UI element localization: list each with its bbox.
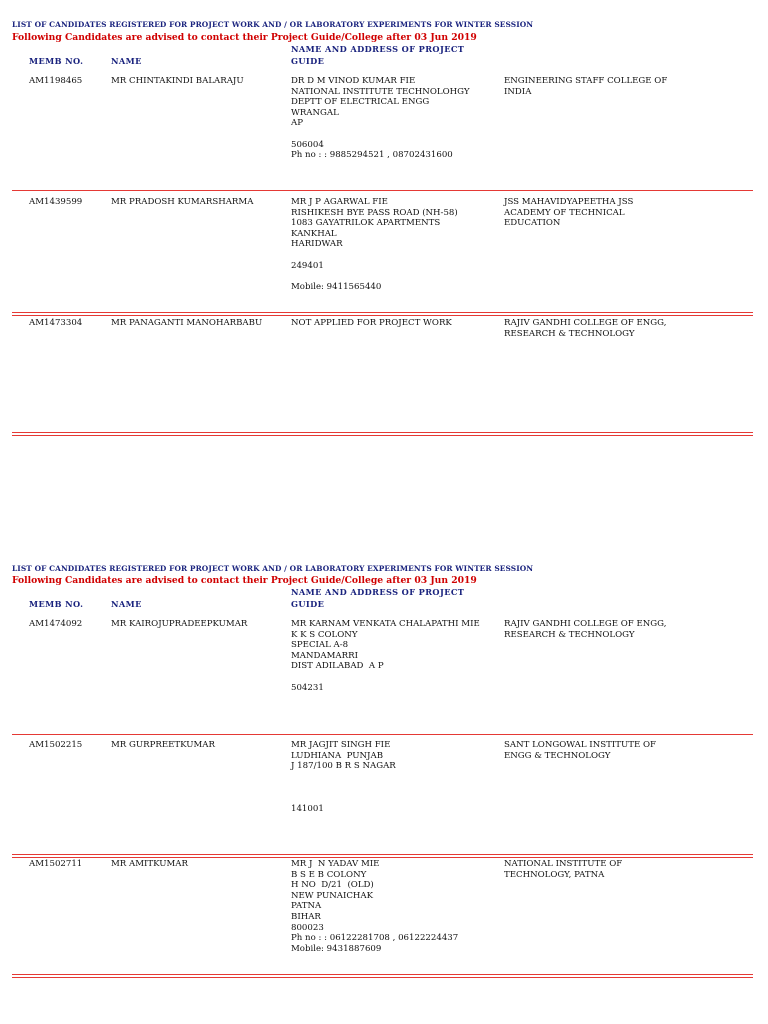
guide-address-line: MR J P AGARWAL FIE	[291, 197, 388, 207]
guide-address-line	[291, 793, 396, 804]
guide-address-line	[291, 271, 458, 282]
guide-address	[291, 76, 470, 161]
college-name	[504, 76, 667, 97]
list-title: LIST OF CANDIDATES REGISTERED FOR PROJECT WORK AND / OR LABORATORY EXPERIMENTS FOR WINTER SESSION	[12, 564, 534, 573]
college-line: RESEARCH & TECHNOLOGY	[504, 629, 635, 640]
column-header-memb-no: MEMB NO.	[29, 599, 84, 609]
guide-address-line: 141001	[291, 803, 324, 814]
column-header-memb-no: MEMB NO.	[29, 56, 84, 66]
guide-address-line: WRANGAL	[291, 107, 339, 118]
college-line: ENGINEERING STAFF COLLEGE OF	[504, 76, 668, 86]
guide-address-line	[291, 129, 470, 140]
college-line: RESEARCH & TECHNOLOGY	[504, 328, 635, 339]
guide-address-line	[291, 772, 396, 783]
column-header-guide-line1: NAME AND ADDRESS OF PROJECT	[291, 587, 465, 597]
guide-address-line: Ph no : : 06122281708 , 06122224437	[291, 933, 459, 944]
guide-address-line: 800023	[291, 922, 324, 933]
college-name	[504, 619, 666, 640]
candidate-name: MR PRADOSH KUMARSHARMA	[111, 197, 254, 207]
guide-address	[291, 619, 480, 693]
guide-address-line: HARIDWAR	[291, 239, 343, 250]
college-line: TECHNOLOGY, PATNA	[504, 869, 605, 880]
guide-address-line: Mobile: 9411565440	[291, 281, 382, 292]
guide-address-line: KANKHAL	[291, 228, 337, 239]
row-divider	[12, 854, 753, 858]
guide-address-line: MR JAGJIT SINGH FIE	[291, 740, 391, 750]
member-number: AM1439599	[29, 197, 83, 207]
guide-address-line: NATIONAL INSTITUTE TECHNOLOHGY	[291, 86, 470, 97]
college-line: ACADEMY OF TECHNICAL	[504, 207, 625, 218]
guide-address-line: MANDAMARRI	[291, 650, 358, 661]
college-name	[504, 318, 666, 339]
guide-address-line: DR D M VINOD KUMAR FIE	[291, 76, 416, 86]
guide-address-line: 1083 GAYATRILOK APARTMENTS	[291, 218, 441, 229]
column-header-guide-line1: NAME AND ADDRESS OF PROJECT	[291, 44, 465, 54]
guide-address-line: J 187/100 B R S NAGAR	[291, 761, 396, 772]
guide-address-line: NOT APPLIED FOR PROJECT WORK	[291, 318, 452, 328]
row-divider	[12, 190, 753, 191]
list-title: LIST OF CANDIDATES REGISTERED FOR PROJECT WORK AND / OR LABORATORY EXPERIMENTS FOR WINTER SESSION	[12, 20, 534, 29]
guide-address-line: SPECIAL A-8	[291, 640, 349, 651]
candidate-name: MR AMITKUMAR	[111, 859, 188, 869]
college-line: NATIONAL INSTITUTE OF	[504, 859, 623, 869]
guide-address-line: MR KARNAM VENKATA CHALAPATHI MIE	[291, 619, 480, 629]
column-header-name: NAME	[111, 599, 142, 609]
college-line: EDUCATION	[504, 218, 561, 229]
guide-address	[291, 318, 452, 329]
guide-address-line: MR J N YADAV MIE	[291, 859, 380, 869]
member-number: AM1473304	[29, 318, 83, 328]
college-line: JSS MAHAVIDYAPEETHA JSS	[504, 197, 634, 207]
college-line: RAJIV GANDHI COLLEGE OF ENGG,	[504, 318, 667, 328]
guide-address-line: LUDHIANA PUNJAB	[291, 750, 384, 761]
college-line: ENGG & TECHNOLOGY	[504, 750, 611, 761]
guide-address-line	[291, 782, 396, 793]
guide-address	[291, 859, 458, 954]
member-number: AM1474092	[29, 619, 83, 629]
guide-address-line: RISHIKESH BYE PASS ROAD (NH-58)	[291, 207, 458, 218]
guide-address-line: NEW PUNAICHAK	[291, 890, 374, 901]
guide-address-line: PATNA	[291, 901, 322, 912]
college-line: RAJIV GANDHI COLLEGE OF ENGG,	[504, 619, 667, 629]
candidate-name: MR PANAGANTI MANOHARBABU	[111, 318, 263, 328]
college-line: INDIA	[504, 86, 532, 97]
guide-address-line: Mobile: 9431887609	[291, 943, 382, 954]
college-name	[504, 740, 656, 761]
member-number: AM1198465	[29, 76, 83, 86]
guide-address-line: 504231	[291, 682, 324, 693]
column-header-guide-line2: GUIDE	[291, 56, 325, 66]
section-end-divider	[12, 432, 753, 436]
guide-address-line: 249401	[291, 260, 324, 271]
member-number: AM1502711	[29, 859, 83, 869]
section-end-divider	[12, 974, 753, 978]
candidate-name: MR KAIROJUPRADEEPKUMAR	[111, 619, 248, 629]
guide-address-line: AP	[291, 118, 303, 129]
column-header-guide-line2: GUIDE	[291, 599, 325, 609]
guide-address-line	[291, 250, 458, 261]
guide-address-line: DEPTT OF ELECTRICAL ENGG	[291, 97, 430, 108]
column-header-name: NAME	[111, 56, 142, 66]
contact-advice: Following Candidates are advised to contact their Project Guide/College after 03 Jun 2019	[12, 32, 477, 43]
guide-address	[291, 197, 458, 292]
guide-address-line: B S E B COLONY	[291, 869, 367, 880]
college-line: SANT LONGOWAL INSTITUTE OF	[504, 740, 656, 750]
guide-address-line: DIST ADILABAD A P	[291, 661, 384, 672]
college-name	[504, 859, 622, 880]
candidate-name: MR CHINTAKINDI BALARAJU	[111, 76, 244, 86]
candidate-name: MR GURPREETKUMAR	[111, 740, 215, 750]
guide-address-line: BIHAR	[291, 911, 321, 922]
guide-address-line	[291, 672, 480, 683]
guide-address-line: Ph no : : 9885294521 , 08702431600	[291, 150, 453, 161]
college-name	[504, 197, 633, 229]
member-number: AM1502215	[29, 740, 83, 750]
guide-address-line: H NO D/21 (OLD)	[291, 880, 374, 891]
row-divider	[12, 734, 753, 735]
row-divider	[12, 312, 753, 316]
guide-address	[291, 740, 396, 814]
contact-advice: Following Candidates are advised to contact their Project Guide/College after 03 Jun 2019	[12, 575, 477, 586]
guide-address-line: K K S COLONY	[291, 629, 358, 640]
guide-address-line: 506004	[291, 139, 324, 150]
